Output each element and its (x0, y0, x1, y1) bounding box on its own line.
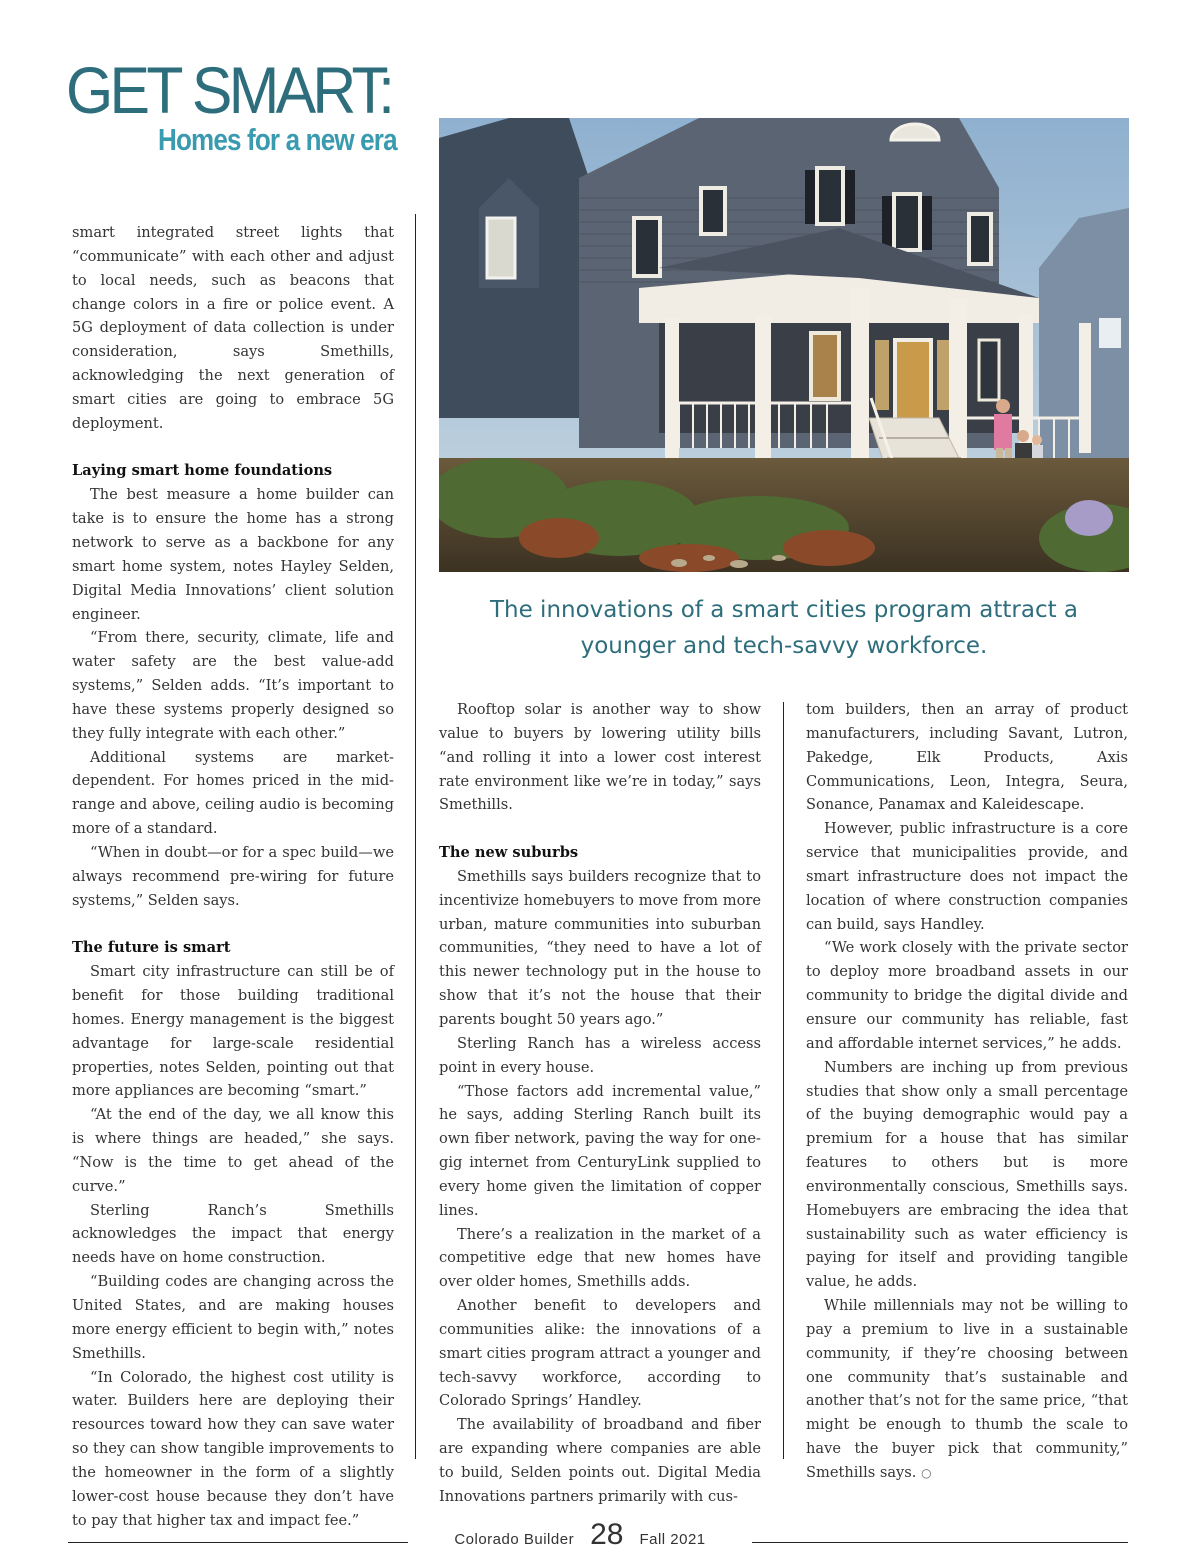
section-heading: The new suburbs (439, 844, 579, 862)
article-title: GET SMART: (66, 53, 392, 127)
section-heading: Laying smart home foundations (72, 462, 333, 480)
footer-rule (752, 1542, 1128, 1543)
body-paragraph: The availability of broadband and fiber are expanding where companies are able to build, Selden points out. Digital Media Innovations partners primarily with cus- (439, 1416, 761, 1505)
body-paragraph: Additional systems are market-dependent. For homes priced in the mid-range and above, ceiling audio is becoming more of a standard. (72, 748, 394, 838)
body-paragraph (806, 1294, 1128, 1486)
body-paragraph: “We work closely with the private sector to deploy more broadband assets in our community to bridge the digital divide and ensure our community has reliable, fast and affordable internet services,” he adds. (806, 939, 1128, 1052)
section-heading: The future is smart (72, 939, 231, 957)
body-paragraph: Another benefit to developers and communities alike: the innovations of a smart cities program attract a younger and tech-savvy workforce, according to Colorado Springs’ Handley. (439, 1297, 761, 1410)
column-divider (415, 214, 416, 1459)
article-column-2 (439, 698, 761, 1509)
pull-quote: The innovations of a smart cities program attract a younger and tech-savvy workforce. (489, 597, 1079, 659)
body-paragraph: Numbers are inching up from previous studies that show only a small percentage of the buying demographic would pay a premium for a house that has similar features to others but is more environmentally conscious, Smethills says. Homebuyers are embracing the idea that sustainability such as water efficiency is paying for itself and providing tangible value, he adds. (806, 1058, 1128, 1291)
article-subtitle: Homes for a new era (158, 122, 397, 157)
body-paragraph: tom builders, then an array of product manufacturers, including Savant, Lutron, Pakedge, Elk Products, Axis Communications, Leon, Integra, Seura, Sonance, Panamax and Kaleidescape. (806, 701, 1128, 814)
publication-name: Colorado Builder (454, 1531, 575, 1548)
final-paragraph-text: While millennials may not be willing to pay a premium to live in a sustainable community, if they’re choosing between one community that’s sustainable and another that’s not for the same price, “that might be enough to thumb the scale to have the buyer pick that community,” Smethills says. (806, 1297, 1128, 1481)
body-paragraph: Rooftop solar is another way to show value to buyers by lowering utility bills “and rolling it into a lower cost interest rate environment like we’re in today,” says Smethills. (439, 701, 761, 814)
body-paragraph: “Those factors add incremental value,” he says, adding Sterling Ranch built its own fiber network, paving the way for one-gig internet from CenturyLink supplied to every home given the limitation of copper lines. (439, 1082, 761, 1219)
body-paragraph: “At the end of the day, we all know this is where things are headed,” she says. “Now is the time to get ahead of the curve.” (72, 1106, 394, 1195)
footer-rule (68, 1542, 408, 1543)
page-footer (420, 1518, 740, 1558)
body-paragraph: smart integrated street lights that “communicate” with each other and adjust to local needs, such as beacons that change colors in a fire or police event. A 5G deployment of data collection is under consideration, says Smethills, acknowledging the next generation of smart cities are going to embrace 5G deployment. (72, 224, 394, 432)
house-illustration (439, 118, 1129, 572)
body-paragraph: “When in doubt—or for a spec build—we always recommend pre-wiring for future systems,” Selden says. (72, 843, 394, 909)
body-paragraph: However, public infrastructure is a core service that municipalities provide, and smart infrastructure does not impact the location of where construction companies can build, says Handley. (806, 820, 1128, 933)
article-column-3 (806, 698, 1128, 1486)
end-of-article-mark: ○ (921, 1466, 932, 1480)
body-paragraph: Sterling Ranch has a wireless access point in every house. (439, 1034, 761, 1076)
column-divider (783, 702, 784, 1459)
house-photo (439, 118, 1129, 572)
issue-date: Fall 2021 (639, 1531, 706, 1548)
body-paragraph: Sterling Ranch’s Smethills acknowledges the impact that energy needs have on home construction. (72, 1201, 394, 1267)
body-paragraph: The best measure a home builder can take is to ensure the home has a strong network to serve as a backbone for any smart home system, notes Hayley Selden, Digital Media Innovations’ client solution engineer. (72, 486, 394, 623)
article-column-1 (72, 221, 394, 1532)
body-paragraph: There’s a realization in the market of a competitive edge that new homes have over older homes, Smethills adds. (439, 1225, 761, 1291)
body-paragraph: “Building codes are changing across the United States, and are making houses more energy efficient to begin with,” notes Smethills. (72, 1273, 394, 1362)
page-number: 28 (590, 1518, 624, 1551)
body-paragraph: Smart city infrastructure can still be of benefit for those building traditional homes. Energy management is the biggest advantage for large-scale residential properties, notes Selden, pointing out that more appliances are becoming “smart.” (72, 963, 394, 1100)
body-paragraph: Smethills says builders recognize that to incentivize homebuyers to move from more urban, mature communities into suburban communities, “they need to have a lot of this newer technology put in the house to show that it’s not the house that their parents bought 50 years ago.” (439, 867, 761, 1028)
body-paragraph: “From there, security, climate, life and water safety are the best value-add systems,” Selden adds. “It’s important to have these systems properly designed so they fully integrate with each other.” (72, 629, 394, 742)
body-paragraph: “In Colorado, the highest cost utility is water. Builders here are deploying their resources toward how they can save water so they can show tangible improvements to the homeowner in the form of a slightly lower-cost house because they don’t have to pay that higher tax and impact fee.” (72, 1368, 394, 1529)
